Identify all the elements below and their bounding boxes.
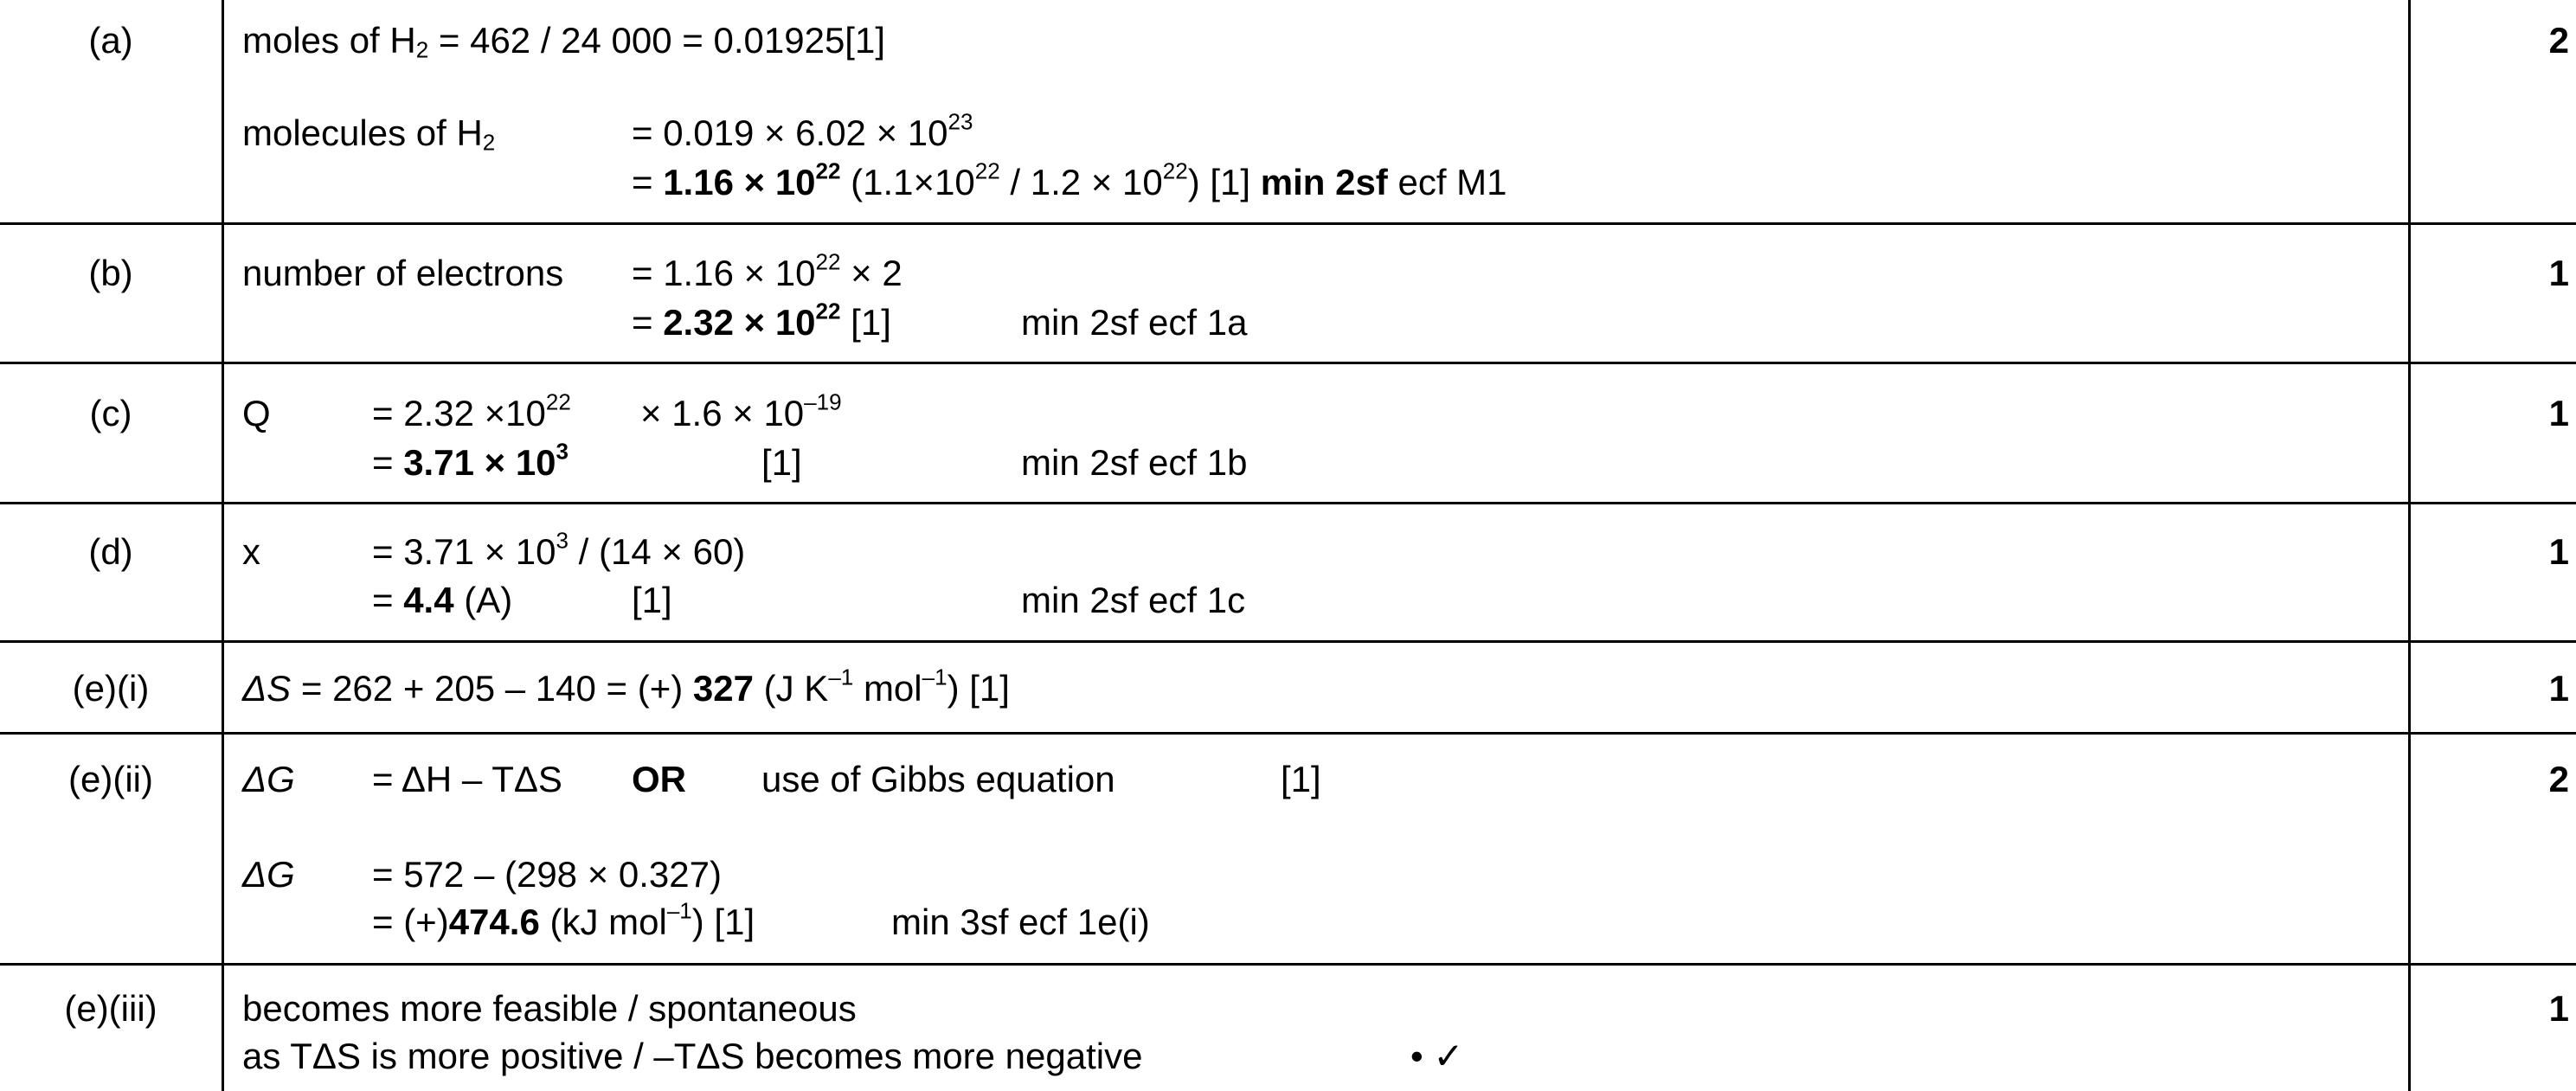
row-label: (c)	[89, 393, 132, 433]
mark-tag: [1]	[761, 442, 802, 483]
row-marks: 1	[2548, 668, 2569, 709]
answer-line: = $3.71 \times 10^3$	[372, 438, 569, 483]
column-divider	[2408, 0, 2411, 1091]
answer-line: ΔG	[242, 854, 295, 895]
row-label: (e)(iii)	[64, 988, 157, 1029]
row-divider	[0, 222, 2576, 225]
answer-line: = $2.32 \times 10^{22}$	[372, 388, 571, 433]
answer-line: = $1.16 \times 10^{22} \times 2$	[632, 248, 903, 293]
mark-tag: [1]	[1281, 759, 1321, 799]
answer-line: ΔG	[242, 759, 295, 799]
answer-line: = (+)474.6 (kJ mol$^{-1}$) [1]	[372, 897, 755, 942]
answer-line: = $0.019 \times 6.02 \times 10^{23}$	[632, 108, 973, 153]
row-divider	[0, 732, 2576, 735]
marking-note: min 3sf ecf 1e(i)	[891, 902, 1150, 942]
row-label: (a)	[88, 20, 133, 61]
answer-line: = $2.32 \times 10^{22}$ [1]	[632, 298, 891, 343]
answer-line: = ΔH – TΔS	[372, 759, 562, 799]
row-divider	[0, 963, 2576, 966]
answer-line: = $1.16 \times 10^{22}$ $(1.1\times 10^{22} / 1.2 \times 10^{22})$ [1] min 2sf ecf M1	[632, 157, 1507, 202]
check-mark-icon: • ✓	[1410, 1036, 1464, 1076]
answer-line: ΔS = 262 + 205 – 140 = (+) 327 (J $K^{-1}$ mol$^{-1}$) [1]	[242, 664, 1010, 709]
marking-note: min 2sf ecf 1b	[1021, 442, 1248, 483]
answer-line: = 572 – (298 × 0.327)	[372, 854, 722, 895]
answer-line: OR	[632, 759, 686, 799]
answer-line: x	[242, 531, 260, 572]
column-divider	[222, 0, 224, 1091]
row-label: (e)(ii)	[68, 759, 153, 799]
marking-note: min 2sf ecf 1c	[1021, 580, 1246, 620]
answer-line: × $1.6 \times 10^{-19}$	[640, 388, 842, 433]
answer-line: = 4.4 (A)	[372, 580, 513, 620]
answer-line: molecules of $H_2$	[242, 112, 496, 156]
answer-line: number of electrons	[242, 253, 564, 293]
mark-tag: [1]	[632, 580, 672, 620]
row-marks: 1	[2548, 253, 2569, 293]
answer-line: moles of $H_2 = 462 / 24$ 000 = 0.01925[1]	[242, 20, 886, 63]
row-label: (e)(i)	[72, 668, 150, 709]
row-marks: 1	[2548, 393, 2569, 433]
answer-line: becomes more feasible / spontaneous	[242, 988, 857, 1029]
row-label: (d)	[88, 531, 133, 572]
row-marks: 1	[2548, 531, 2569, 572]
answer-line: = $3.71 \times 10^3 / (14 \times 60)$	[372, 527, 746, 572]
row-divider	[0, 362, 2576, 364]
answer-line: use of Gibbs equation	[761, 759, 1115, 799]
row-label: (b)	[88, 253, 133, 293]
answer-line: as TΔS is more positive / –TΔS becomes more negative	[242, 1036, 1143, 1076]
answer-line: Q	[242, 393, 271, 433]
row-divider	[0, 502, 2576, 504]
row-marks: 1	[2548, 988, 2569, 1029]
row-marks: 2	[2548, 759, 2569, 799]
marking-note: min 2sf ecf 1a	[1021, 302, 1248, 343]
row-divider	[0, 640, 2576, 643]
row-marks: 2	[2548, 20, 2569, 61]
